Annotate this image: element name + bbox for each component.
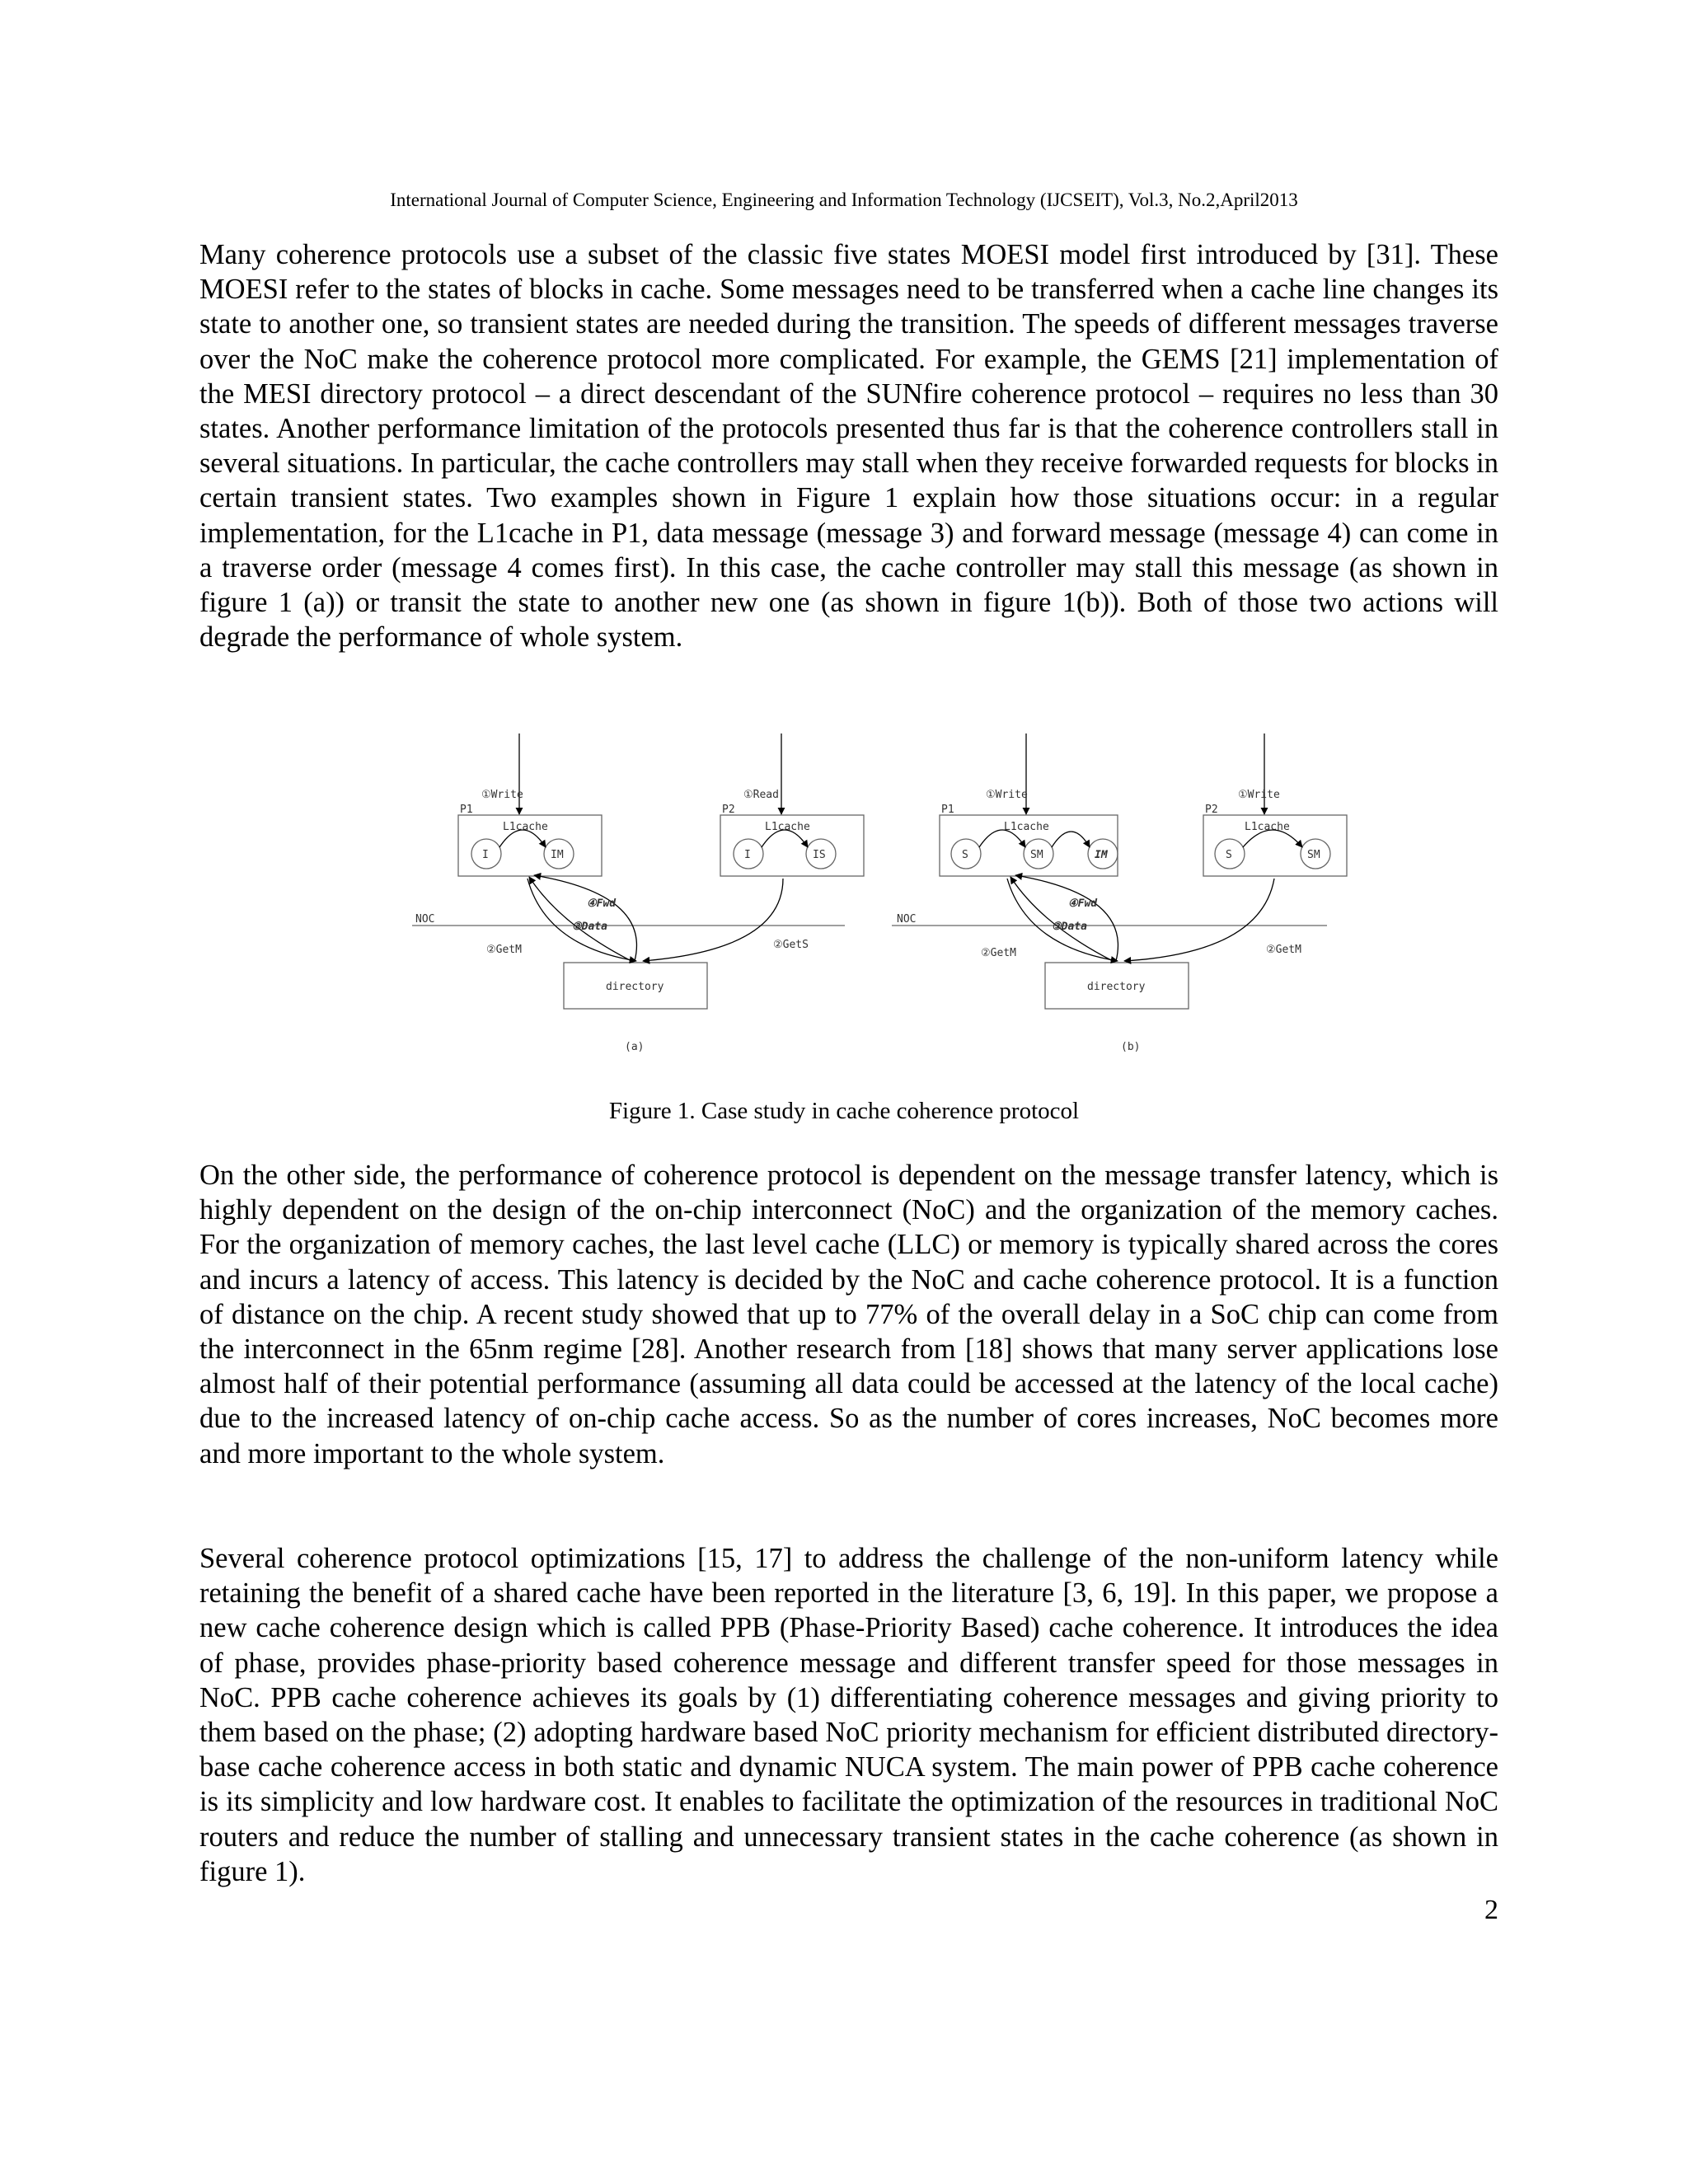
- figure-caption: Figure 1. Case study in cache coherence protocol: [608, 1098, 1080, 1124]
- state-label: SM: [1307, 849, 1320, 861]
- state-label: I: [482, 849, 489, 861]
- message-label-data: ③Data: [572, 921, 607, 933]
- message-label-getm: ②GetM: [486, 944, 522, 956]
- message-label-gets: ②GetS: [773, 939, 809, 951]
- message-label-fwd: ④Fwd: [1068, 898, 1098, 910]
- message-label-fwd: ④Fwd: [587, 898, 617, 910]
- proc-label-p1: P1: [460, 804, 473, 816]
- cache-label-p1: L1cache: [503, 821, 548, 833]
- panel-a: [412, 733, 864, 1053]
- panel-b: [892, 733, 1347, 1053]
- body-paragraph: On the other side, the performance of coherence protocol is dependent on the message transfer latency, which is highly dependent on the design of the on-chip interconnect (NoC) and the organization of the memory caches. For the organization of memory caches, the last level cache (LLC) or memory is typically shared across the cores and incurs a latency of access. This latency is decided by the NoC and cache coherence protocol. It is a function of distance on the chip. A recent study showed that up to 77% of the overall delay in a SoC chip can come from the interconnect in the 65nm regime [28]. Another research from [18] shows that many server applications lose almost half of their potential performance (assuming all data could be accessed at the latency of the local cache) due to the increased latency of on-chip cache access. So as the number of cores increases, NoC becomes more and more important to the whole system.: [199, 1160, 1498, 1469]
- body-paragraph: Many coherence protocols use a subset of the classic five states MOESI model first introduced by [31]. These MOESI refer to the states of blocks in cache. Some messages need to be transferred when a cache line changes its state to another one, so transient states are needed during the transition. The speeds of different messages traverse over the NoC make the coherence protocol more complicated. For example, the GEMS [21] implementation of the MESI directory protocol – a direct descendant of the SUNfire coherence protocol – requires no less than 30 states. Another performance limitation of the protocols presented thus far is that the coherence controllers stall in several situations. In particular, the cache controllers may stall when they receive forwarded requests for blocks in certain transient states. Two examples shown in Figure 1 explain how those situations occur: in a regular implementation, for the L1cache in P1, data message (message 3) and forward message (message 4) can come in a traverse order (message 4 comes first). In this case, the cache controller may stall this message (as shown in figure 1 (a)) or transit the state to another new one (as shown in figure 1(b)). Both of those two actions will degrade the performance of whole system.: [199, 239, 1498, 654]
- message-label-getm: ②GetM: [1266, 944, 1301, 956]
- noc-label: NOC: [415, 913, 435, 926]
- proc-label-p1: P1: [941, 804, 954, 816]
- directory-label: directory: [606, 981, 664, 993]
- figure-1: [404, 733, 1352, 1080]
- cache-label-p2: L1cache: [765, 821, 810, 833]
- proc-label-p2: P2: [1205, 804, 1218, 816]
- proc-label-p2: P2: [722, 804, 735, 816]
- message-label-data: ③Data: [1052, 921, 1087, 933]
- state-label: IM: [1095, 849, 1108, 861]
- body-paragraph: Several coherence protocol optimizations [15, 17] to address the challenge of the non-uniform latency while retaining the benefit of a shared cache have been reported in the literature [3, 6, 19]. In this paper, we propose a new cache coherence design which is called PPB (Phase-Priority Based) cache coherence. It introduces the idea of phase, provides phase-priority based coherence message and different transfer speed for those messages in NoC. PPB cache coherence achieves its goals by (1) differentiating coherence messages and giving priority to them based on the phase; (2) adopting hardware based NoC priority mechanism for efficient distributed directory-base cache coherence access in both static and dynamic NUCA system. The main power of PPB cache coherence is its simplicity and low hardware cost. It enables to facilitate the optimization of the resources in traditional NoC routers and reduce the number of stalling and unnecessary transient states in the cache coherence (as shown in figure 1).: [199, 1543, 1498, 1887]
- input-label-p1: ①Write: [481, 789, 523, 801]
- cache-label-p1: L1cache: [1004, 821, 1049, 833]
- panel-label-b: (b): [1121, 1041, 1141, 1053]
- input-label-p1: ①Write: [986, 789, 1028, 801]
- state-label: S: [1226, 849, 1232, 861]
- state-label: IM: [551, 849, 564, 861]
- input-label-p2: ①Write: [1238, 789, 1280, 801]
- panel-label-a: (a): [625, 1041, 645, 1053]
- directory-label: directory: [1087, 981, 1146, 993]
- message-label-getm: ②GetM: [981, 947, 1016, 959]
- state-label: I: [744, 849, 751, 861]
- input-label-p2: ①Read: [743, 789, 779, 801]
- noc-label: NOC: [897, 913, 917, 926]
- running-header: International Journal of Computer Science, Engineering and Information Technology (IJCSEIT), Vol.3, No.2,April2013: [390, 190, 1298, 210]
- state-label: IS: [813, 849, 826, 861]
- cache-label-p2: L1cache: [1245, 821, 1290, 833]
- page-number: 2: [1484, 1895, 1498, 1925]
- state-label: SM: [1030, 849, 1043, 861]
- state-label: S: [962, 849, 968, 861]
